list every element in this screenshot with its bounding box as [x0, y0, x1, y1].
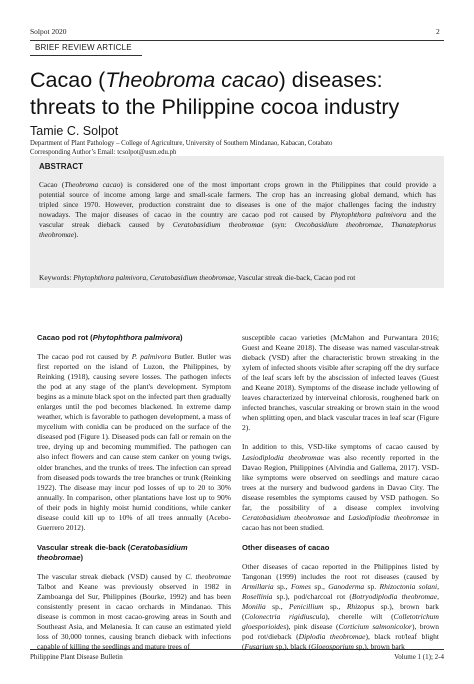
section-heading-pod-rot: Cacao pod rot (Phytophthora palmivora) [37, 333, 183, 342]
article-type: BRIEF REVIEW ARTICLE [35, 43, 132, 52]
abstract-heading: ABSTRACT [39, 162, 83, 171]
affiliation [30, 139, 332, 157]
abstract-line-1: Cacao (Theobroma cacao) is considered one of the most important crops grown in the Philippines that could provide a [39, 180, 436, 189]
title-line-2: threats to the Philippine cocoa industry [30, 95, 400, 119]
abstract-line-4: nowadays. The major diseases of cacao in the country are cacao pod rot caused by Phytophthora palmivora and the [39, 210, 437, 219]
vsd-paragraph: The vascular streak dieback (VSD) caused by C. theobromae Talbot and Keane was previously observed in 1982 in Zamboanga del Sur, Philippines (Bourke, 1992) and has been consistently present in cacao orchards in Mindanao. This disease is common in most cacao-growing areas in South and Southeast Asia, and Melanesia. It can cause an estimated yield loss of 30,000 tonnes, causing branch dieback with infections capable of killing the seedlings and mature trees of [37, 571, 231, 652]
vsd-continued-paragraph: susceptible cacao varieties (McMahon and Purwantara 2016; Guest and Keane 2018). The disease was named vascular-streak dieback (VSD) after the characteristic brown streaking in the xylem of infected shoots visible after scraping off the dry surface of the leaf scars left by the abscission of infected leaves (Guest and Keane 2018). Symptoms of the disease include yellowing of leaves characterized by interveinal chlorosis, roughened bark on infected branches, vascular streaking or brown stain in the wood when splitting open, and black vascular traces in leaf scar (Figure 2). [242, 333, 439, 433]
pod-rot-paragraph: The cacao pod rot caused by P. palmivora Butler. Butler was first reported on the island of Luzon, the Philippines, by Reinking (1918), causing severe losses. The pathogen infects the pod at any stage of the plant's development. Symptom begins as a minute black spot on the infected part then gradually enlarges until the pod becomes blackened. In extreme damp weather, which is favorable to pathogen development, a mass of mycelium with conidia can be produced on the surface of the diseased pod (Figure 1). Diseased pods can fall or remain on the tree, drying up and becoming mummified. The pathogen can also infect flowers and can cause stem canker on young twigs, older branches, and the trunks of trees. The infection can spread from diseased pods towards the tree branches or trunk (Reinking 1922). The disease may incur pod losses of up to 20 to 30% annually. In comparison, other plantations have lost up to 90% of their pods in highly moist humid conditions, while canker disease could kill up to 10% of all trees annually (Acebo-Guerrero 2012). [37, 352, 231, 532]
abstract-box [30, 156, 444, 288]
author-name: Tamie C. Solpot [30, 124, 119, 138]
running-header-left: Solpot 2020 [30, 27, 67, 36]
corresponding-email: Corresponding Author’s Email: tcsolpot@usm.edu.ph [30, 149, 177, 156]
abstract-line-3: tripled since 1970. However, production constraint due to diseases is one of the major challenges facing the industry [39, 200, 436, 209]
right-column [242, 333, 439, 652]
header-rule [30, 40, 444, 41]
abstract-text [39, 180, 436, 240]
keywords: Keywords: Phytophthora palmivora, Ceratobasidium theobromae, Vascular streak die-back, Cacao pod rot [39, 273, 356, 282]
abstract-line-2: potential source of income among large and small-scale farmers. The crop has an increasing global demand, which has [39, 190, 436, 199]
other-diseases-paragraph: Other diseases of cacao reported in the Philippines listed by Tangonan (1999) includes the root rot diseases (caused by Armillaria sp., Fomes sp., Ganoderma sp. Rhizoctonia solani, Rosellinia sp.), pod/charcoal rot (Botryodiplodia theobromae, Monilia sp., Penicillium sp., Rhizopus sp.), brown bark (Colonectria rigidiuscula), cherelle wilt (Colletotrichum gloesporioides), pink disease (Corticium salmonicolor), brown pod rot/dieback (Diplodia theobromae), black rot/leaf blight (Fusarium sp.), black (Gloeosporium sp.), brown bark [242, 561, 440, 652]
page-number: 2 [436, 27, 440, 36]
left-column [37, 333, 231, 652]
journal-name: Philippine Plant Disease Bulletin [30, 653, 123, 661]
title-line-1: Cacao (Theobroma cacao) diseases: [30, 68, 383, 92]
article-type-rule [30, 55, 142, 56]
abstract-line-5: vascular streak dieback caused by Ceratobasidium theobromae (syn: Oncobasidium theobromae, Thanatephorus [39, 220, 436, 229]
section-heading-other-diseases: Other diseases of cacao [242, 542, 330, 552]
abstract-line-6: theobromae). [39, 230, 79, 239]
affiliation-department: Department of Plant Pathology – College of Agriculture, University of Southern Mindanao, Kabacan, Cotabato [30, 140, 333, 147]
lasiodiplodia-paragraph: In addition to this, VSD-like symptoms of cacao caused by Lasiodiplodia theobromae was also recently reported in the Davao Region, Philippines (Alvindia and Gallema, 2017). VSD-like symptoms were observed on seedlings and mature cacao trees at the nursery and budwood gardens in Davao City. The disease resembles the symptoms caused by VSD pathogen. So far, the possibility of a disease complex involving Ceratobasidium theobromae and Lasiodiplodia theobromae in cacao has not been studied. [242, 442, 439, 532]
article-title [30, 67, 399, 121]
section-heading-vsd: Vascular streak die-back (Ceratobasidium theobromae) [37, 542, 188, 562]
volume-pages: Volume 1 (1); 2-4 [394, 653, 444, 661]
footer-rule [30, 649, 444, 650]
